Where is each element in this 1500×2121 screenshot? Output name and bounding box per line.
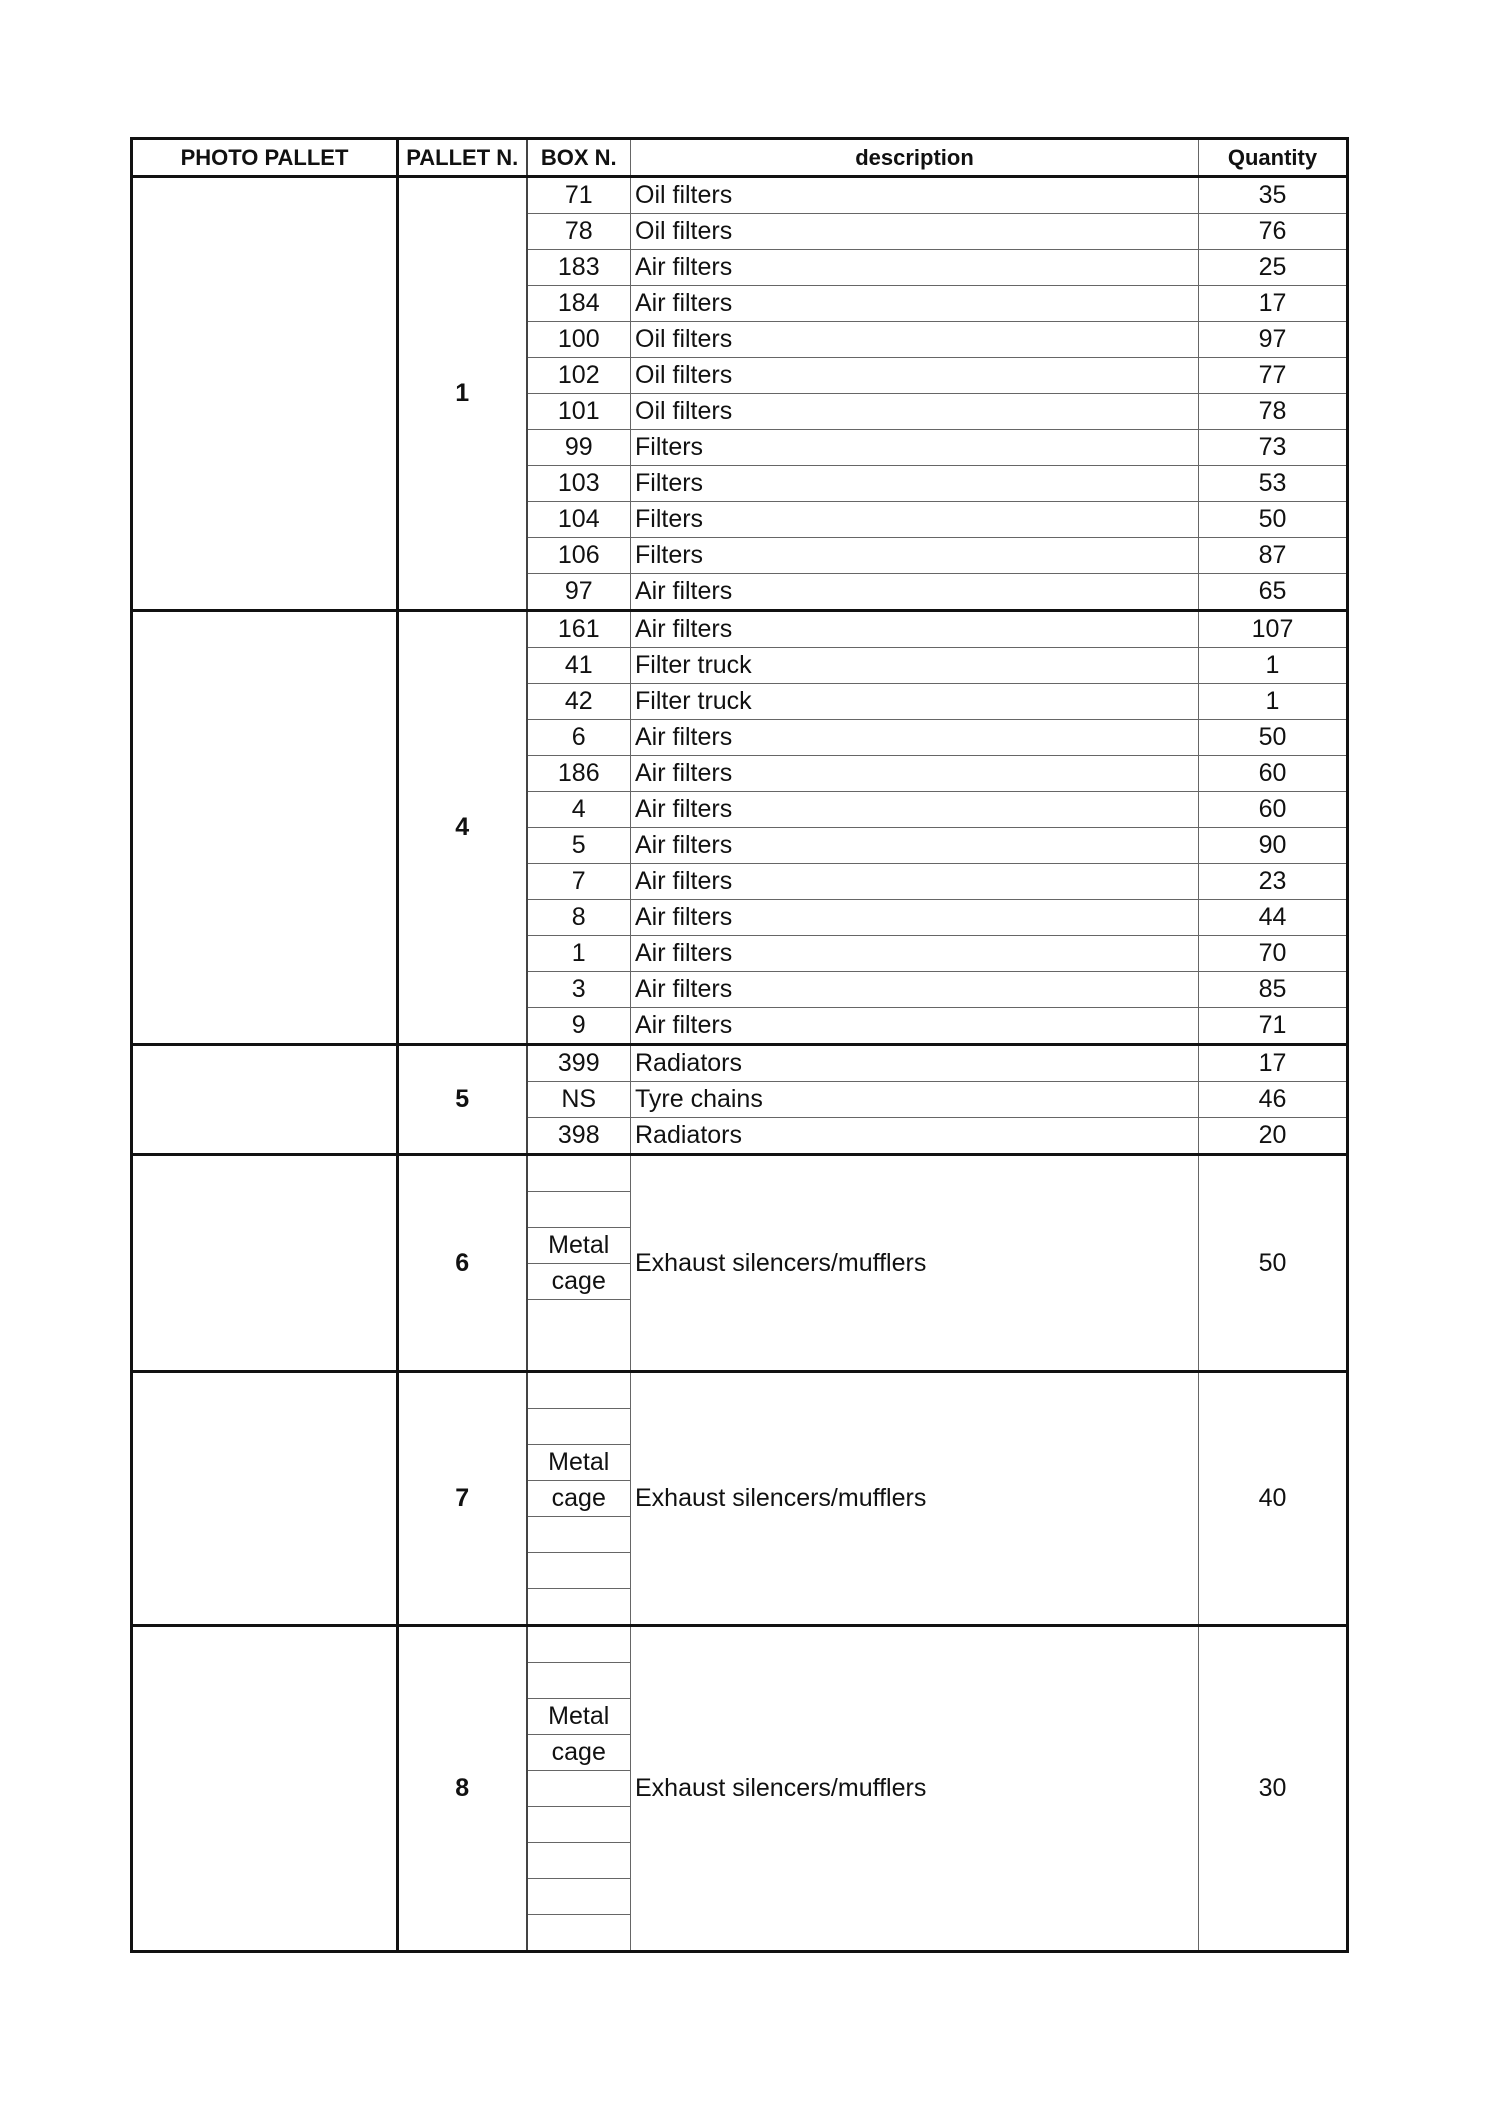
quantity-cell: 17 bbox=[1199, 1045, 1348, 1082]
box-number-cell: 184 bbox=[527, 286, 631, 322]
box-number-cell: 102 bbox=[527, 358, 631, 394]
pallet-number-cell: 1 bbox=[398, 177, 527, 611]
quantity-cell: 23 bbox=[1199, 864, 1348, 900]
description-cell: Air filters bbox=[631, 864, 1199, 900]
description-cell: Air filters bbox=[631, 286, 1199, 322]
description-cell: Oil filters bbox=[631, 322, 1199, 358]
photo-pallet-cell bbox=[132, 177, 398, 611]
box-number-cell: 3 bbox=[527, 972, 631, 1008]
description-cell: Radiators bbox=[631, 1118, 1199, 1155]
quantity-cell: 30 bbox=[1199, 1626, 1348, 1952]
box-number-cell bbox=[527, 1589, 631, 1626]
box-number-cell bbox=[527, 1409, 631, 1445]
photo-pallet-cell bbox=[132, 1155, 398, 1372]
description-cell: Filters bbox=[631, 430, 1199, 466]
quantity-cell: 46 bbox=[1199, 1082, 1348, 1118]
box-number-cell bbox=[527, 1192, 631, 1228]
header-pallet-number: PALLET N. bbox=[398, 139, 527, 177]
description-cell: Air filters bbox=[631, 792, 1199, 828]
table-row bbox=[132, 1155, 1348, 1192]
box-number-cell: 103 bbox=[527, 466, 631, 502]
quantity-cell: 85 bbox=[1199, 972, 1348, 1008]
description-cell: Exhaust silencers/mufflers bbox=[631, 1372, 1199, 1626]
description-cell: Air filters bbox=[631, 900, 1199, 936]
quantity-cell: 65 bbox=[1199, 574, 1348, 611]
description-cell: Air filters bbox=[631, 828, 1199, 864]
description-cell: Oil filters bbox=[631, 394, 1199, 430]
box-number-cell bbox=[527, 1553, 631, 1589]
header-photo-pallet: PHOTO PALLET bbox=[132, 139, 398, 177]
box-number-cell: 41 bbox=[527, 648, 631, 684]
description-cell: Filters bbox=[631, 502, 1199, 538]
box-number-cell: 101 bbox=[527, 394, 631, 430]
box-number-cell: 9 bbox=[527, 1008, 631, 1045]
pallet-number-cell: 6 bbox=[398, 1155, 527, 1372]
quantity-cell: 97 bbox=[1199, 322, 1348, 358]
description-cell: Filters bbox=[631, 538, 1199, 574]
box-number-cell: 6 bbox=[527, 720, 631, 756]
quantity-cell: 76 bbox=[1199, 214, 1348, 250]
description-cell: Air filters bbox=[631, 574, 1199, 611]
box-number-cell bbox=[527, 1517, 631, 1553]
quantity-cell: 25 bbox=[1199, 250, 1348, 286]
box-number-cell: cage bbox=[527, 1264, 631, 1300]
box-number-cell bbox=[527, 1663, 631, 1699]
box-number-cell: Metal bbox=[527, 1445, 631, 1481]
box-number-cell: 99 bbox=[527, 430, 631, 466]
inventory-table bbox=[130, 137, 1349, 1953]
quantity-cell: 60 bbox=[1199, 756, 1348, 792]
quantity-cell: 60 bbox=[1199, 792, 1348, 828]
table-row bbox=[132, 611, 1348, 648]
box-number-cell bbox=[527, 1372, 631, 1409]
box-number-cell: 78 bbox=[527, 214, 631, 250]
photo-pallet-cell bbox=[132, 1372, 398, 1626]
box-number-cell bbox=[527, 1626, 631, 1663]
box-number-cell: 399 bbox=[527, 1045, 631, 1082]
box-number-cell: Metal bbox=[527, 1228, 631, 1264]
description-cell: Filters bbox=[631, 466, 1199, 502]
quantity-cell: 107 bbox=[1199, 611, 1348, 648]
description-cell: Oil filters bbox=[631, 214, 1199, 250]
box-number-cell: Metal bbox=[527, 1699, 631, 1735]
header-row bbox=[132, 139, 1348, 177]
pallet-number-cell: 5 bbox=[398, 1045, 527, 1155]
quantity-cell: 77 bbox=[1199, 358, 1348, 394]
description-cell: Exhaust silencers/mufflers bbox=[631, 1626, 1199, 1952]
box-number-cell: 104 bbox=[527, 502, 631, 538]
table-row bbox=[132, 1045, 1348, 1082]
header-quantity: Quantity bbox=[1199, 139, 1348, 177]
box-number-cell: 183 bbox=[527, 250, 631, 286]
box-number-cell: 1 bbox=[527, 936, 631, 972]
quantity-cell: 53 bbox=[1199, 466, 1348, 502]
description-cell: Air filters bbox=[631, 972, 1199, 1008]
box-number-cell: 42 bbox=[527, 684, 631, 720]
description-cell: Air filters bbox=[631, 936, 1199, 972]
box-number-cell: cage bbox=[527, 1481, 631, 1517]
box-number-cell bbox=[527, 1879, 631, 1915]
box-number-cell: 186 bbox=[527, 756, 631, 792]
quantity-cell: 50 bbox=[1199, 720, 1348, 756]
quantity-cell: 1 bbox=[1199, 648, 1348, 684]
quantity-cell: 20 bbox=[1199, 1118, 1348, 1155]
box-number-cell bbox=[527, 1300, 631, 1372]
quantity-cell: 87 bbox=[1199, 538, 1348, 574]
quantity-cell: 50 bbox=[1199, 1155, 1348, 1372]
quantity-cell: 44 bbox=[1199, 900, 1348, 936]
box-number-cell: 398 bbox=[527, 1118, 631, 1155]
description-cell: Oil filters bbox=[631, 177, 1199, 214]
quantity-cell: 17 bbox=[1199, 286, 1348, 322]
pallet-number-cell: 7 bbox=[398, 1372, 527, 1626]
box-number-cell bbox=[527, 1843, 631, 1879]
description-cell: Radiators bbox=[631, 1045, 1199, 1082]
box-number-cell: cage bbox=[527, 1735, 631, 1771]
box-number-cell: 71 bbox=[527, 177, 631, 214]
box-number-cell: 100 bbox=[527, 322, 631, 358]
box-number-cell bbox=[527, 1807, 631, 1843]
quantity-cell: 70 bbox=[1199, 936, 1348, 972]
description-cell: Air filters bbox=[631, 611, 1199, 648]
box-number-cell: 5 bbox=[527, 828, 631, 864]
description-cell: Air filters bbox=[631, 1008, 1199, 1045]
description-cell: Oil filters bbox=[631, 358, 1199, 394]
box-number-cell: NS bbox=[527, 1082, 631, 1118]
description-cell: Air filters bbox=[631, 720, 1199, 756]
pallet-number-cell: 8 bbox=[398, 1626, 527, 1952]
box-number-cell bbox=[527, 1915, 631, 1952]
inventory-body bbox=[132, 177, 1348, 1952]
box-number-cell bbox=[527, 1155, 631, 1192]
description-cell: Exhaust silencers/mufflers bbox=[631, 1155, 1199, 1372]
description-cell: Air filters bbox=[631, 756, 1199, 792]
header-description: description bbox=[631, 139, 1199, 177]
photo-pallet-cell bbox=[132, 1045, 398, 1155]
table-row bbox=[132, 1626, 1348, 1663]
photo-pallet-cell bbox=[132, 1626, 398, 1952]
quantity-cell: 50 bbox=[1199, 502, 1348, 538]
quantity-cell: 73 bbox=[1199, 430, 1348, 466]
box-number-cell: 161 bbox=[527, 611, 631, 648]
quantity-cell: 40 bbox=[1199, 1372, 1348, 1626]
pallet-number-cell: 4 bbox=[398, 611, 527, 1045]
quantity-cell: 1 bbox=[1199, 684, 1348, 720]
quantity-cell: 90 bbox=[1199, 828, 1348, 864]
table-row bbox=[132, 177, 1348, 214]
description-cell: Tyre chains bbox=[631, 1082, 1199, 1118]
box-number-cell: 97 bbox=[527, 574, 631, 611]
header-box-number: BOX N. bbox=[527, 139, 631, 177]
quantity-cell: 78 bbox=[1199, 394, 1348, 430]
description-cell: Air filters bbox=[631, 250, 1199, 286]
box-number-cell bbox=[527, 1771, 631, 1807]
photo-pallet-cell bbox=[132, 611, 398, 1045]
box-number-cell: 4 bbox=[527, 792, 631, 828]
box-number-cell: 8 bbox=[527, 900, 631, 936]
description-cell: Filter truck bbox=[631, 684, 1199, 720]
quantity-cell: 35 bbox=[1199, 177, 1348, 214]
quantity-cell: 71 bbox=[1199, 1008, 1348, 1045]
box-number-cell: 106 bbox=[527, 538, 631, 574]
table-row bbox=[132, 1372, 1348, 1409]
box-number-cell: 7 bbox=[527, 864, 631, 900]
description-cell: Filter truck bbox=[631, 648, 1199, 684]
